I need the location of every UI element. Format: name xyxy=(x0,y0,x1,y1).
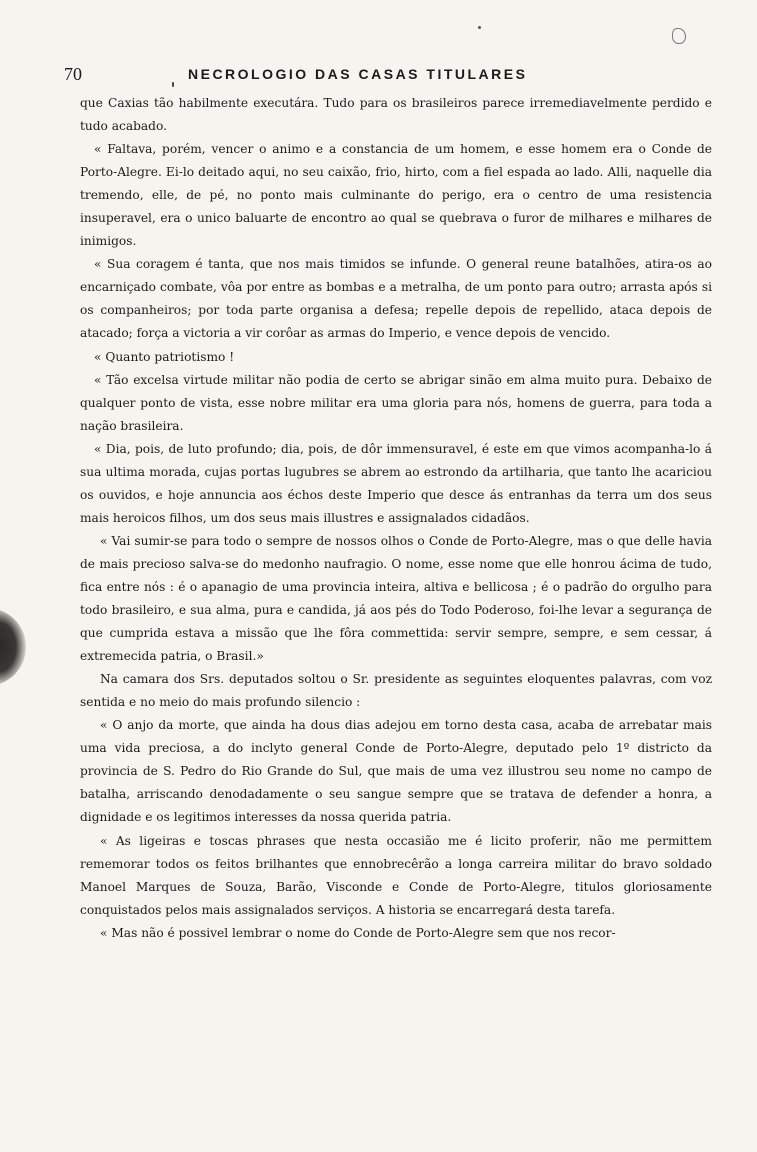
paragraph: « Sua coragem é tanta, que nos mais timidos se infunde. O general reune batalhões, atira-os ao encarniçado combate, vôa por entre as bombas e a metralha, de um ponto para outro; arrasta após si os companheiros; por toda parte organisa a defesa; repelle depois de repellido, ataca depois de atacado; força a victoria a vir corôar as armas do Imperio, e vence depois de vencido. xyxy=(80,257,712,341)
paragraph: « Faltava, porém, vencer o animo e a constancia de um homem, e esse homem era o Conde de Porto-Alegre. Ei-lo deitado aqui, no seu caixão, frio, hirto, com a fiel espada ao lado. Alli, naquelle dia tremendo, elle, de pé, no ponto mais culminante do perigo, era o centro de uma resistencia insuperavel, era o unico baluarte de encontro ao qual se quebrava o furor de milhares e milhares de inimigos. xyxy=(80,142,712,249)
paragraph: que Caxias tão habilmente executára. Tudo para os brasileiros parece irremediavelmente perdido e tudo acabado. xyxy=(80,96,712,134)
paragraph: « Dia, pois, de luto profundo; dia, pois, de dôr immensuravel, é este em que vimos acompanha-lo á sua ultima morada, cujas portas lugubres se abrem ao estrondo da artilharia, que tanto lhe acariciou os ouvidos, e hoje annuncia aos échos deste Imperio que desce ás entranhas da terra um dos seus mais heroicos filhos, um dos seus mais illustres e assignalados cidadãos. xyxy=(80,441,712,525)
paragraph: « Quanto patriotismo ! xyxy=(94,349,235,364)
page-number: 70 xyxy=(64,64,82,84)
paragraph: « As ligeiras e toscas phrases que nesta occasião me é licito proferir, não me permittem rememorar todos os feitos brilhantes que ennobrecêrão a longa carreira militar do bravo soldado Manoel Marques de Souza, Barão, Visconde e Conde de Porto-Alegre, titulos gloriosamente conquistados pelos mais assignalados serviços. A historia se encarregará desta tarefa. xyxy=(80,833,712,917)
paragraph: « O anjo da morte, que ainda ha dous dias adejou em torno desta casa, acaba de arrebatar mais uma vida preciosa, a do inclyto general Conde de Porto-Alegre, deputado pelo 1º districto da provincia de S. Pedro do Rio Grande do Sul, que mais de uma vez illustrou seu nome no campo de batalha, arriscando denodadamente o seu sangue sempre que se tratava de defender a honra, a dignidade e os legitimos interesses da nossa querida patria. xyxy=(80,718,712,825)
paragraph: « Mas não é possivel lembrar o nome do Conde de Porto-Alegre sem que nos recor- xyxy=(100,925,616,940)
page-header xyxy=(64,64,624,88)
ink-speck xyxy=(478,26,481,29)
paragraph: « Tão excelsa virtude militar não podia de certo se abrigar sinão em alma muito pura. Debaixo de qualquer ponto de vista, esse nobre militar era uma gloria para nós, homens de guerra, para toda a nação brasileira. xyxy=(80,372,712,433)
paragraph: « Vai sumir-se para todo o sempre de nossos olhos o Conde de Porto-Alegre, mas o que delle havia de mais precioso salva-se do medonho naufragio. O nome, esse nome que elle honrou ácima de tudo, fica entre nós : é o apanagio de uma provincia inteira, altiva e bellicosa ; é o padrão do orgulho para todo brasileiro, e sua alma, pura e candida, já aos pés do Todo Poderoso, foi-lhe levar a segurança de que cumprida estava a missão que lhe fôra commettida: servir sempre, sempre, e sem cessar, á extremecida patria, o Brasil.» xyxy=(80,533,712,664)
paragraph: Na camara dos Srs. deputados soltou o Sr. presidente as seguintes eloquentes palavras, com voz sentida e no meio do mais profundo silencio : xyxy=(80,672,712,710)
body-text xyxy=(80,92,712,945)
ink-speck xyxy=(672,28,686,44)
page-edge-blot xyxy=(0,608,26,686)
running-title: NECROLOGIO DAS CASAS TITULARES xyxy=(188,66,528,82)
